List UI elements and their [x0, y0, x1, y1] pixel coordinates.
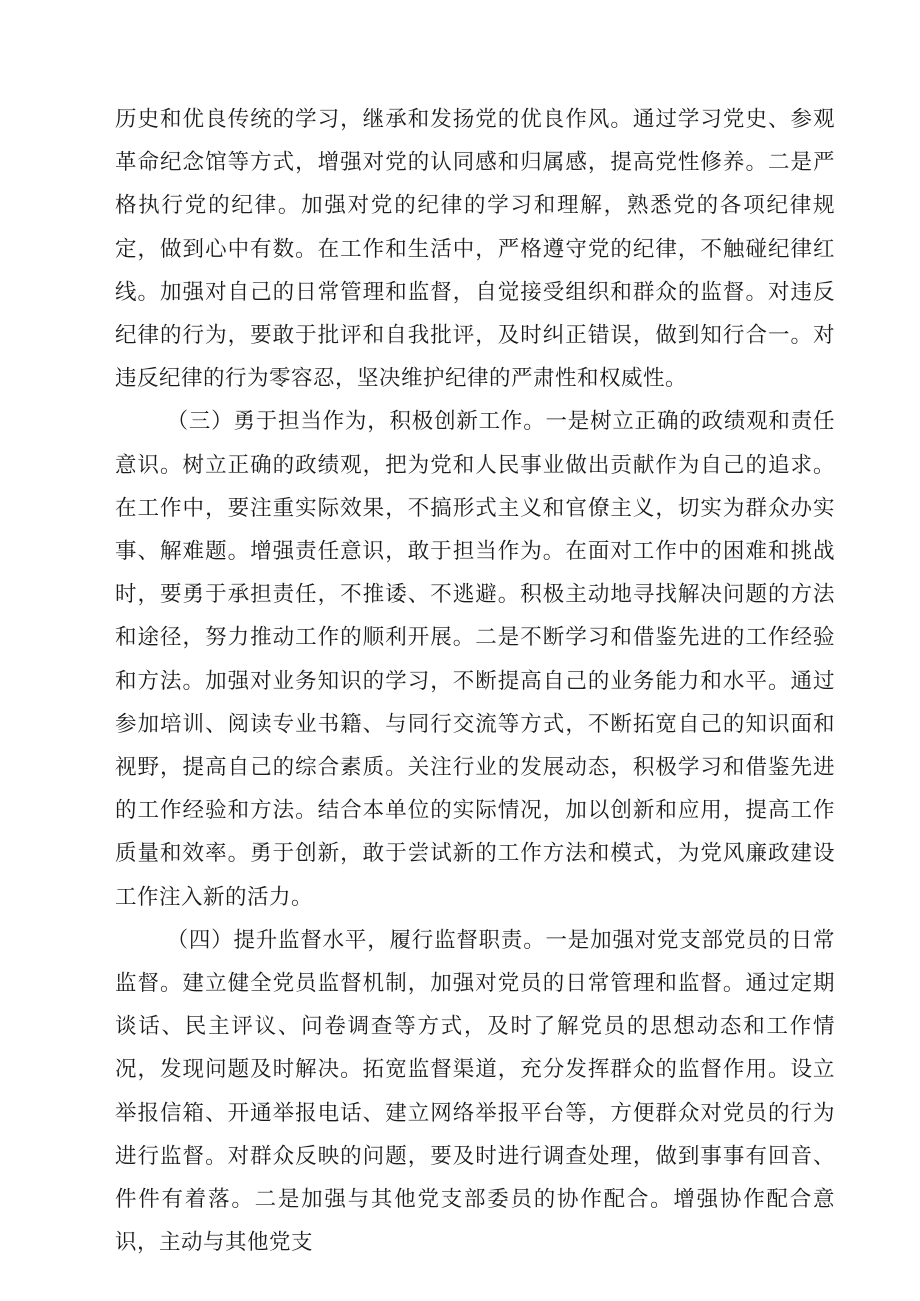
document-body — [115, 98, 835, 1264]
paragraph-continuation: 历史和优良传统的学习，继承和发扬党的优良作风。通过学习党史、参观革命纪念馆等方式，增强对党的认同感和归属感，提高党性修养。二是严格执行党的纪律。加强对党的纪律的学习和理解，熟悉党的各项纪律规定，做到心中有数。在工作和生活中，严格遵守党的纪律，不触碰纪律红线。加强对自己的日常管理和监督，自觉接受组织和群众的监督。对违反纪律的行为，要敢于批评和自我批评，及时纠正错误，做到知行合一。对违反纪律的行为零容忍，坚决维护纪律的严肃性和权威性。 — [115, 107, 835, 392]
paragraph-section-three: （三）勇于担当作为，积极创新工作。一是树立正确的政绩观和责任意识。树立正确的政绩观，把为党和人民事业做出贡献作为自己的追求。在工作中，要注重实际效果，不搞形式主义和官僚主义，切实为群众办实事、解难题。增强责任意识，敢于担当作为。在面对工作中的困难和挑战时，要勇于承担责任，不推诿、不逃避。积极主动地寻找解决问题的方法和途径，努力推动工作的顺利开展。二是不断学习和借鉴先进的工作经验和方法。加强对业务知识的学习，不断提高自己的业务能力和水平。通过参加培训、阅读专业书籍、与同行交流等方式，不断拓宽自己的知识面和视野，提高自己的综合素质。关注行业的发展动态，积极学习和借鉴先进的工作经验和方法。结合本单位的实际情况，加以创新和应用，提高工作质量和效率。勇于创新，敢于尝试新的工作方法和模式，为党风廉政建设工作注入新的活力。 — [115, 409, 835, 910]
paragraph-section-four: （四）提升监督水平，履行监督职责。一是加强对党支部党员的日常监督。建立健全党员监督机制，加强对党员的日常管理和监督。通过定期谈话、民主评议、问卷调查等方式，及时了解党员的思想动态和工作情况，发现问题及时解决。拓宽监督渠道，充分发挥群众的监督作用。设立举报信箱、开通举报电话、建立网络举报平台等，方便群众对党员的行为进行监督。对群众反映的问题，要及时进行调查处理，做到事事有回音、件件有着落。二是加强与其他党支部委员的协作配合。增强协作配合意识，主动与其他党支 — [115, 927, 835, 1256]
